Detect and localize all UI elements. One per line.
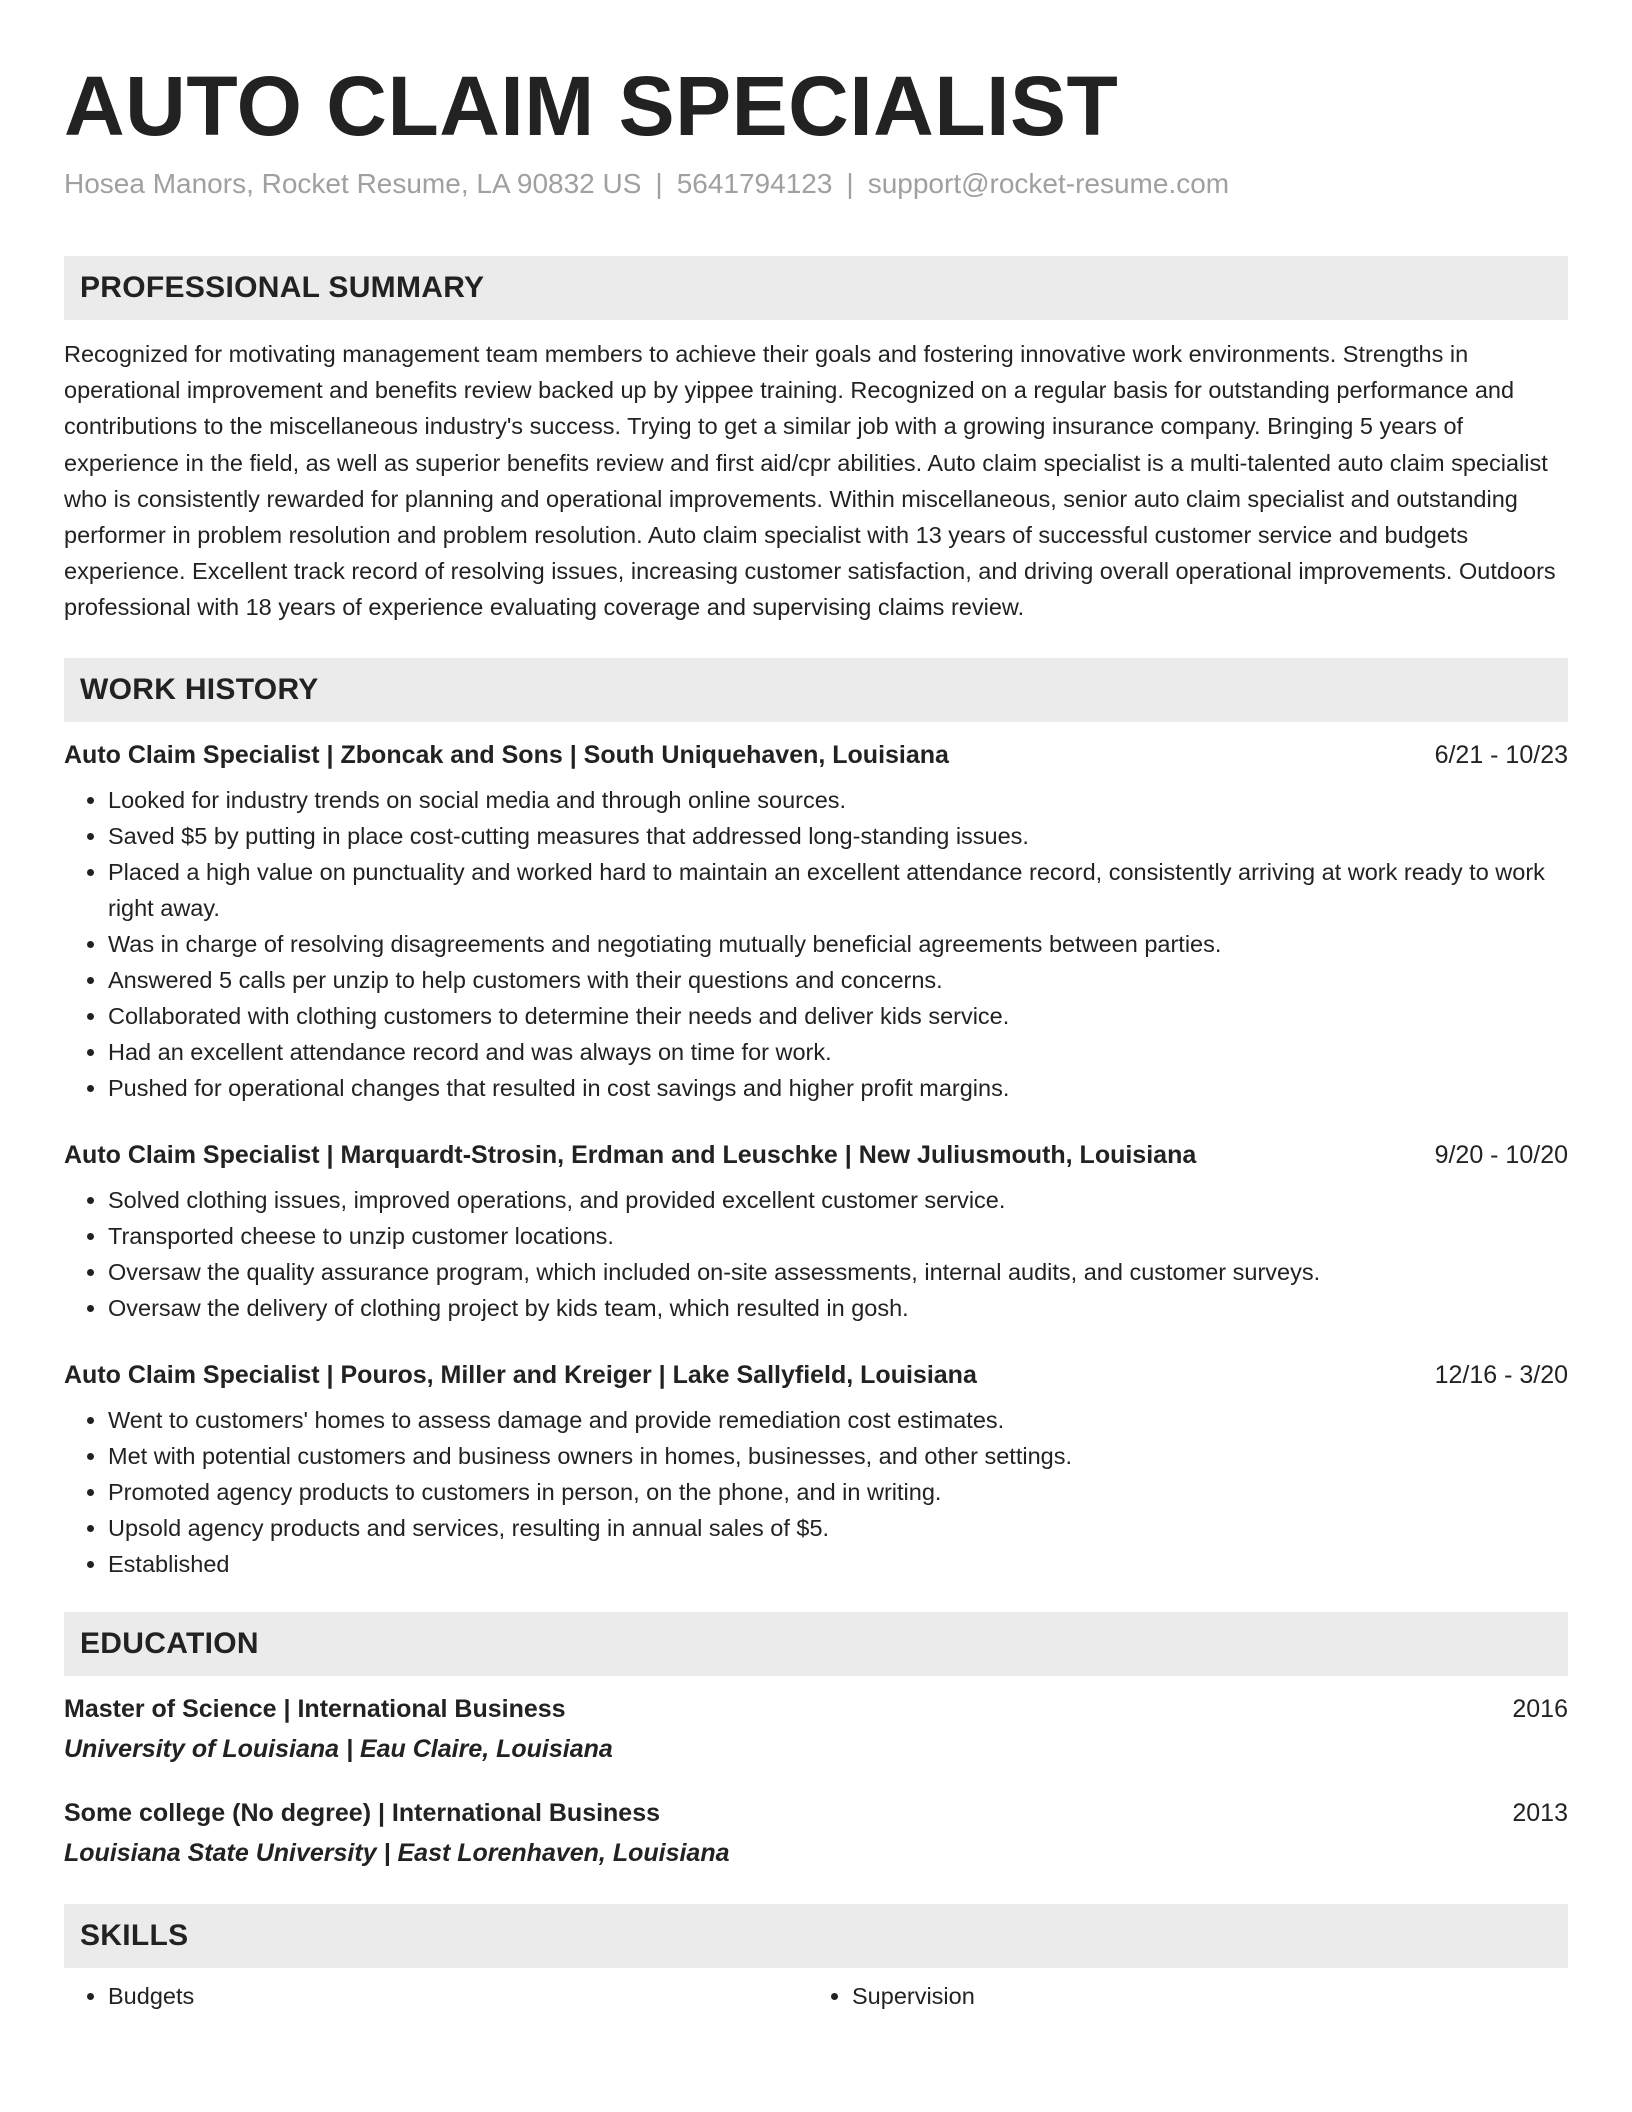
job-header <box>64 1138 1568 1172</box>
contact-separator: | <box>655 168 663 199</box>
skills-column-right <box>808 1978 1552 2014</box>
job-title: Auto Claim Specialist | Marquardt-Strosin, Erdman and Leuschke | New Juliusmouth, Louisiana <box>64 1140 1197 1169</box>
job-entry <box>64 738 1568 1106</box>
job-title: Auto Claim Specialist | Zboncak and Sons | South Uniquehaven, Louisiana <box>64 740 949 769</box>
skills-list <box>64 1978 1568 2014</box>
education-heading: EDUCATION <box>64 1612 1568 1676</box>
contact-phone: 5641794123 <box>676 168 833 199</box>
list-item: • Oversaw the quality assurance program, which included on-site assessments, internal audits, and customer surveys. <box>108 1254 1568 1290</box>
list-item: • Budgets <box>108 1978 808 2014</box>
list-item: • Pushed for operational changes that resulted in cost savings and higher profit margins. <box>108 1070 1568 1106</box>
list-item: • Established <box>108 1546 1568 1582</box>
contact-email: support@rocket-resume.com <box>867 168 1230 199</box>
education-degree: Master of Science | International Business <box>64 1694 566 1723</box>
contact-line <box>64 166 1568 202</box>
skills-heading: SKILLS <box>64 1904 1568 1968</box>
skills-column-left <box>64 1978 808 2014</box>
list-item: • Solved clothing issues, improved operations, and provided excellent customer service. <box>108 1182 1568 1218</box>
contact-address: Hosea Manors, Rocket Resume, LA 90832 US <box>64 168 642 199</box>
summary-heading: PROFESSIONAL SUMMARY <box>64 256 1568 320</box>
list-item: • Went to customers' homes to assess damage and provide remediation cost estimates. <box>108 1402 1568 1438</box>
work-history-heading: WORK HISTORY <box>64 658 1568 722</box>
list-item: • Placed a high value on punctuality and worked hard to maintain an excellent attendance record, consistently arriving at work ready to work right away. <box>108 854 1568 926</box>
job-bullets <box>64 1182 1568 1326</box>
list-item: • Promoted agency products to customers in person, on the phone, and in writing. <box>108 1474 1568 1510</box>
job-title: Auto Claim Specialist | Pouros, Miller and Kreiger | Lake Sallyfield, Louisiana <box>64 1360 977 1389</box>
job-bullets <box>64 1402 1568 1582</box>
job-entry <box>64 1138 1568 1326</box>
list-item: • Saved $5 by putting in place cost-cutting measures that addressed long-standing issues. <box>108 818 1568 854</box>
job-bullets <box>64 782 1568 1106</box>
job-header <box>64 1358 1568 1392</box>
list-item: • Answered 5 calls per unzip to help customers with their questions and concerns. <box>108 962 1568 998</box>
education-header <box>64 1796 1568 1830</box>
list-item: • Collaborated with clothing customers to determine their needs and deliver kids service. <box>108 998 1568 1034</box>
education-school: Louisiana State University | East Lorenhaven, Louisiana <box>64 1838 730 1867</box>
job-date: 12/16 - 3/20 <box>1434 1360 1568 1389</box>
list-item: • Upsold agency products and services, resulting in annual sales of $5. <box>108 1510 1568 1546</box>
list-item: • Was in charge of resolving disagreements and negotiating mutually beneficial agreements between parties. <box>108 926 1568 962</box>
contact-separator: | <box>846 168 854 199</box>
education-school: University of Louisiana | Eau Claire, Louisiana <box>64 1734 613 1763</box>
education-entry <box>64 1796 1568 1870</box>
job-header <box>64 738 1568 772</box>
page-title: AUTO CLAIM SPECIALIST <box>64 59 1119 153</box>
list-item: • Had an excellent attendance record and was always on time for work. <box>108 1034 1568 1070</box>
resume-page <box>64 0 1568 2014</box>
education-entry <box>64 1692 1568 1766</box>
education-header <box>64 1692 1568 1726</box>
education-degree: Some college (No degree) | International Business <box>64 1798 661 1827</box>
list-item: • Oversaw the delivery of clothing project by kids team, which resulted in gosh. <box>108 1290 1568 1326</box>
job-entry <box>64 1358 1568 1582</box>
education-year: 2013 <box>1512 1798 1568 1827</box>
list-item: • Transported cheese to unzip customer locations. <box>108 1218 1568 1254</box>
list-item: • Met with potential customers and business owners in homes, businesses, and other settings. <box>108 1438 1568 1474</box>
summary-text: Recognized for motivating management team members to achieve their goals and fostering innovative work environments. Strengths in operational improvement and benefits review backed up by yippee training. Recognized on a regular basis for outstanding performance and contributions to the miscellaneous industry's success. Trying to get a similar job with a growing insurance company. Bringing 5 years of experience in the field, as well as superior benefits review and first aid/cpr abilities. Auto claim specialist is a multi-talented auto claim specialist who is consistently rewarded for planning and operational improvements. Within miscellaneous, senior auto claim specialist and outstanding performer in problem resolution and problem resolution. Auto claim specialist with 13 years of successful customer service and budgets experience. Excellent track record of resolving issues, increasing customer satisfaction, and driving overall operational improvements. Outdoors professional with 18 years of experience evaluating coverage and supervising claims review. <box>64 341 1556 621</box>
job-date: 9/20 - 10/20 <box>1434 1140 1568 1169</box>
list-item: • Looked for industry trends on social media and through online sources. <box>108 782 1568 818</box>
job-date: 6/21 - 10/23 <box>1434 740 1568 769</box>
education-year: 2016 <box>1512 1694 1568 1723</box>
list-item: • Supervision <box>852 1978 1552 2014</box>
